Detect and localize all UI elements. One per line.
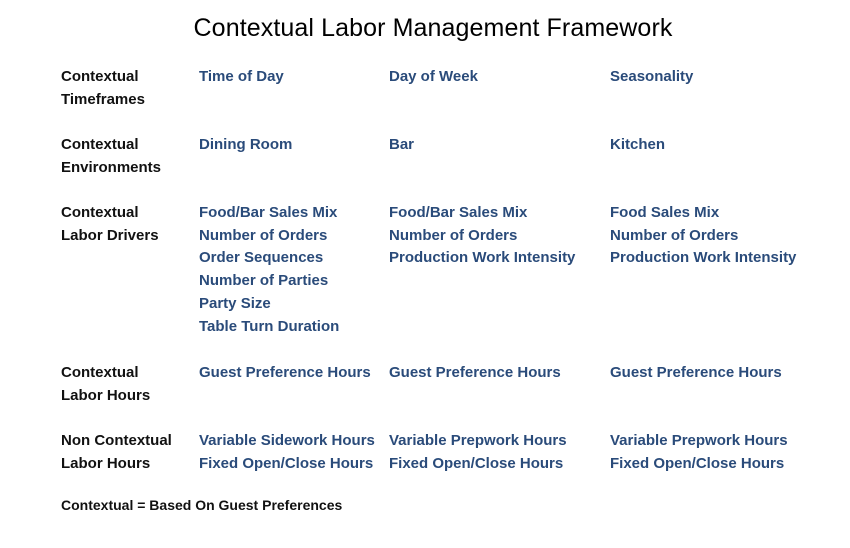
row-label (61, 66, 145, 111)
bar-cell (389, 134, 414, 157)
cell-item: Kitchen (610, 136, 666, 153)
cell-item: Number of Parties (199, 272, 329, 290)
bar-cell (389, 66, 478, 89)
dining-room-cell (199, 362, 371, 385)
row-label-line: Contextual (61, 68, 139, 85)
cell-item: Order Sequences (199, 249, 324, 267)
row-label-line: Labor Hours (61, 386, 151, 404)
cell-item: Table Turn Duration (199, 317, 340, 335)
cell-item: Guest Preference Hours (389, 364, 561, 381)
row-label (61, 362, 150, 407)
cell-item: Fixed Open/Close Hours (199, 454, 374, 472)
cell-item: Number of Orders (199, 226, 328, 244)
cell-item: Guest Preference Hours (199, 364, 371, 381)
cell-item: Food/Bar Sales Mix (389, 204, 528, 221)
cell-item: Fixed Open/Close Hours (389, 454, 564, 472)
cell-item: Variable Prepwork Hours (610, 432, 788, 449)
page-title: Contextual Labor Management Framework (193, 14, 673, 42)
row-label-line: Contextual (61, 136, 139, 153)
row-label (61, 430, 172, 475)
cell-item: Production Work Intensity (389, 249, 576, 267)
row-label-line: Contextual (61, 364, 139, 381)
kitchen-cell (610, 66, 693, 89)
dining-room-cell (199, 202, 339, 338)
cell-item: Number of Orders (389, 226, 518, 244)
kitchen-cell (610, 430, 788, 475)
row-label-line: Contextual (61, 204, 139, 221)
cell-item: Day of Week (389, 68, 478, 85)
row-label (61, 134, 161, 179)
cell-item: Fixed Open/Close Hours (610, 454, 785, 472)
cell-item: Seasonality (610, 68, 694, 85)
bar-cell (389, 430, 567, 475)
cell-item: Variable Prepwork Hours (389, 432, 567, 449)
kitchen-cell (610, 362, 782, 385)
row-label-line: Non Contextual (61, 432, 172, 449)
bar-cell (389, 202, 575, 270)
row-label-line: Labor Hours (61, 454, 151, 472)
kitchen-cell (610, 202, 796, 270)
cell-item: Production Work Intensity (610, 249, 797, 267)
cell-item: Food/Bar Sales Mix (199, 204, 338, 221)
row-label (61, 202, 159, 247)
cell-item: Guest Preference Hours (610, 364, 782, 381)
cell-item: Dining Room (199, 136, 293, 153)
row-label-line: Environments (61, 158, 162, 176)
cell-item: Party Size (199, 294, 271, 312)
cell-item: Bar (389, 136, 415, 153)
bar-cell (389, 362, 561, 385)
cell-item: Food Sales Mix (610, 204, 720, 221)
cell-item: Number of Orders (610, 226, 739, 244)
cell-item: Variable Sidework Hours (199, 432, 375, 449)
kitchen-cell (610, 134, 665, 157)
row-label-line: Timeframes (61, 90, 145, 108)
dining-room-cell (199, 430, 375, 475)
row-label-line: Labor Drivers (61, 226, 159, 244)
cell-item: Time of Day (199, 68, 284, 85)
dining-room-cell (199, 66, 284, 89)
footnote: Contextual = Based On Guest Preferences (61, 497, 343, 513)
dining-room-cell (199, 134, 292, 157)
